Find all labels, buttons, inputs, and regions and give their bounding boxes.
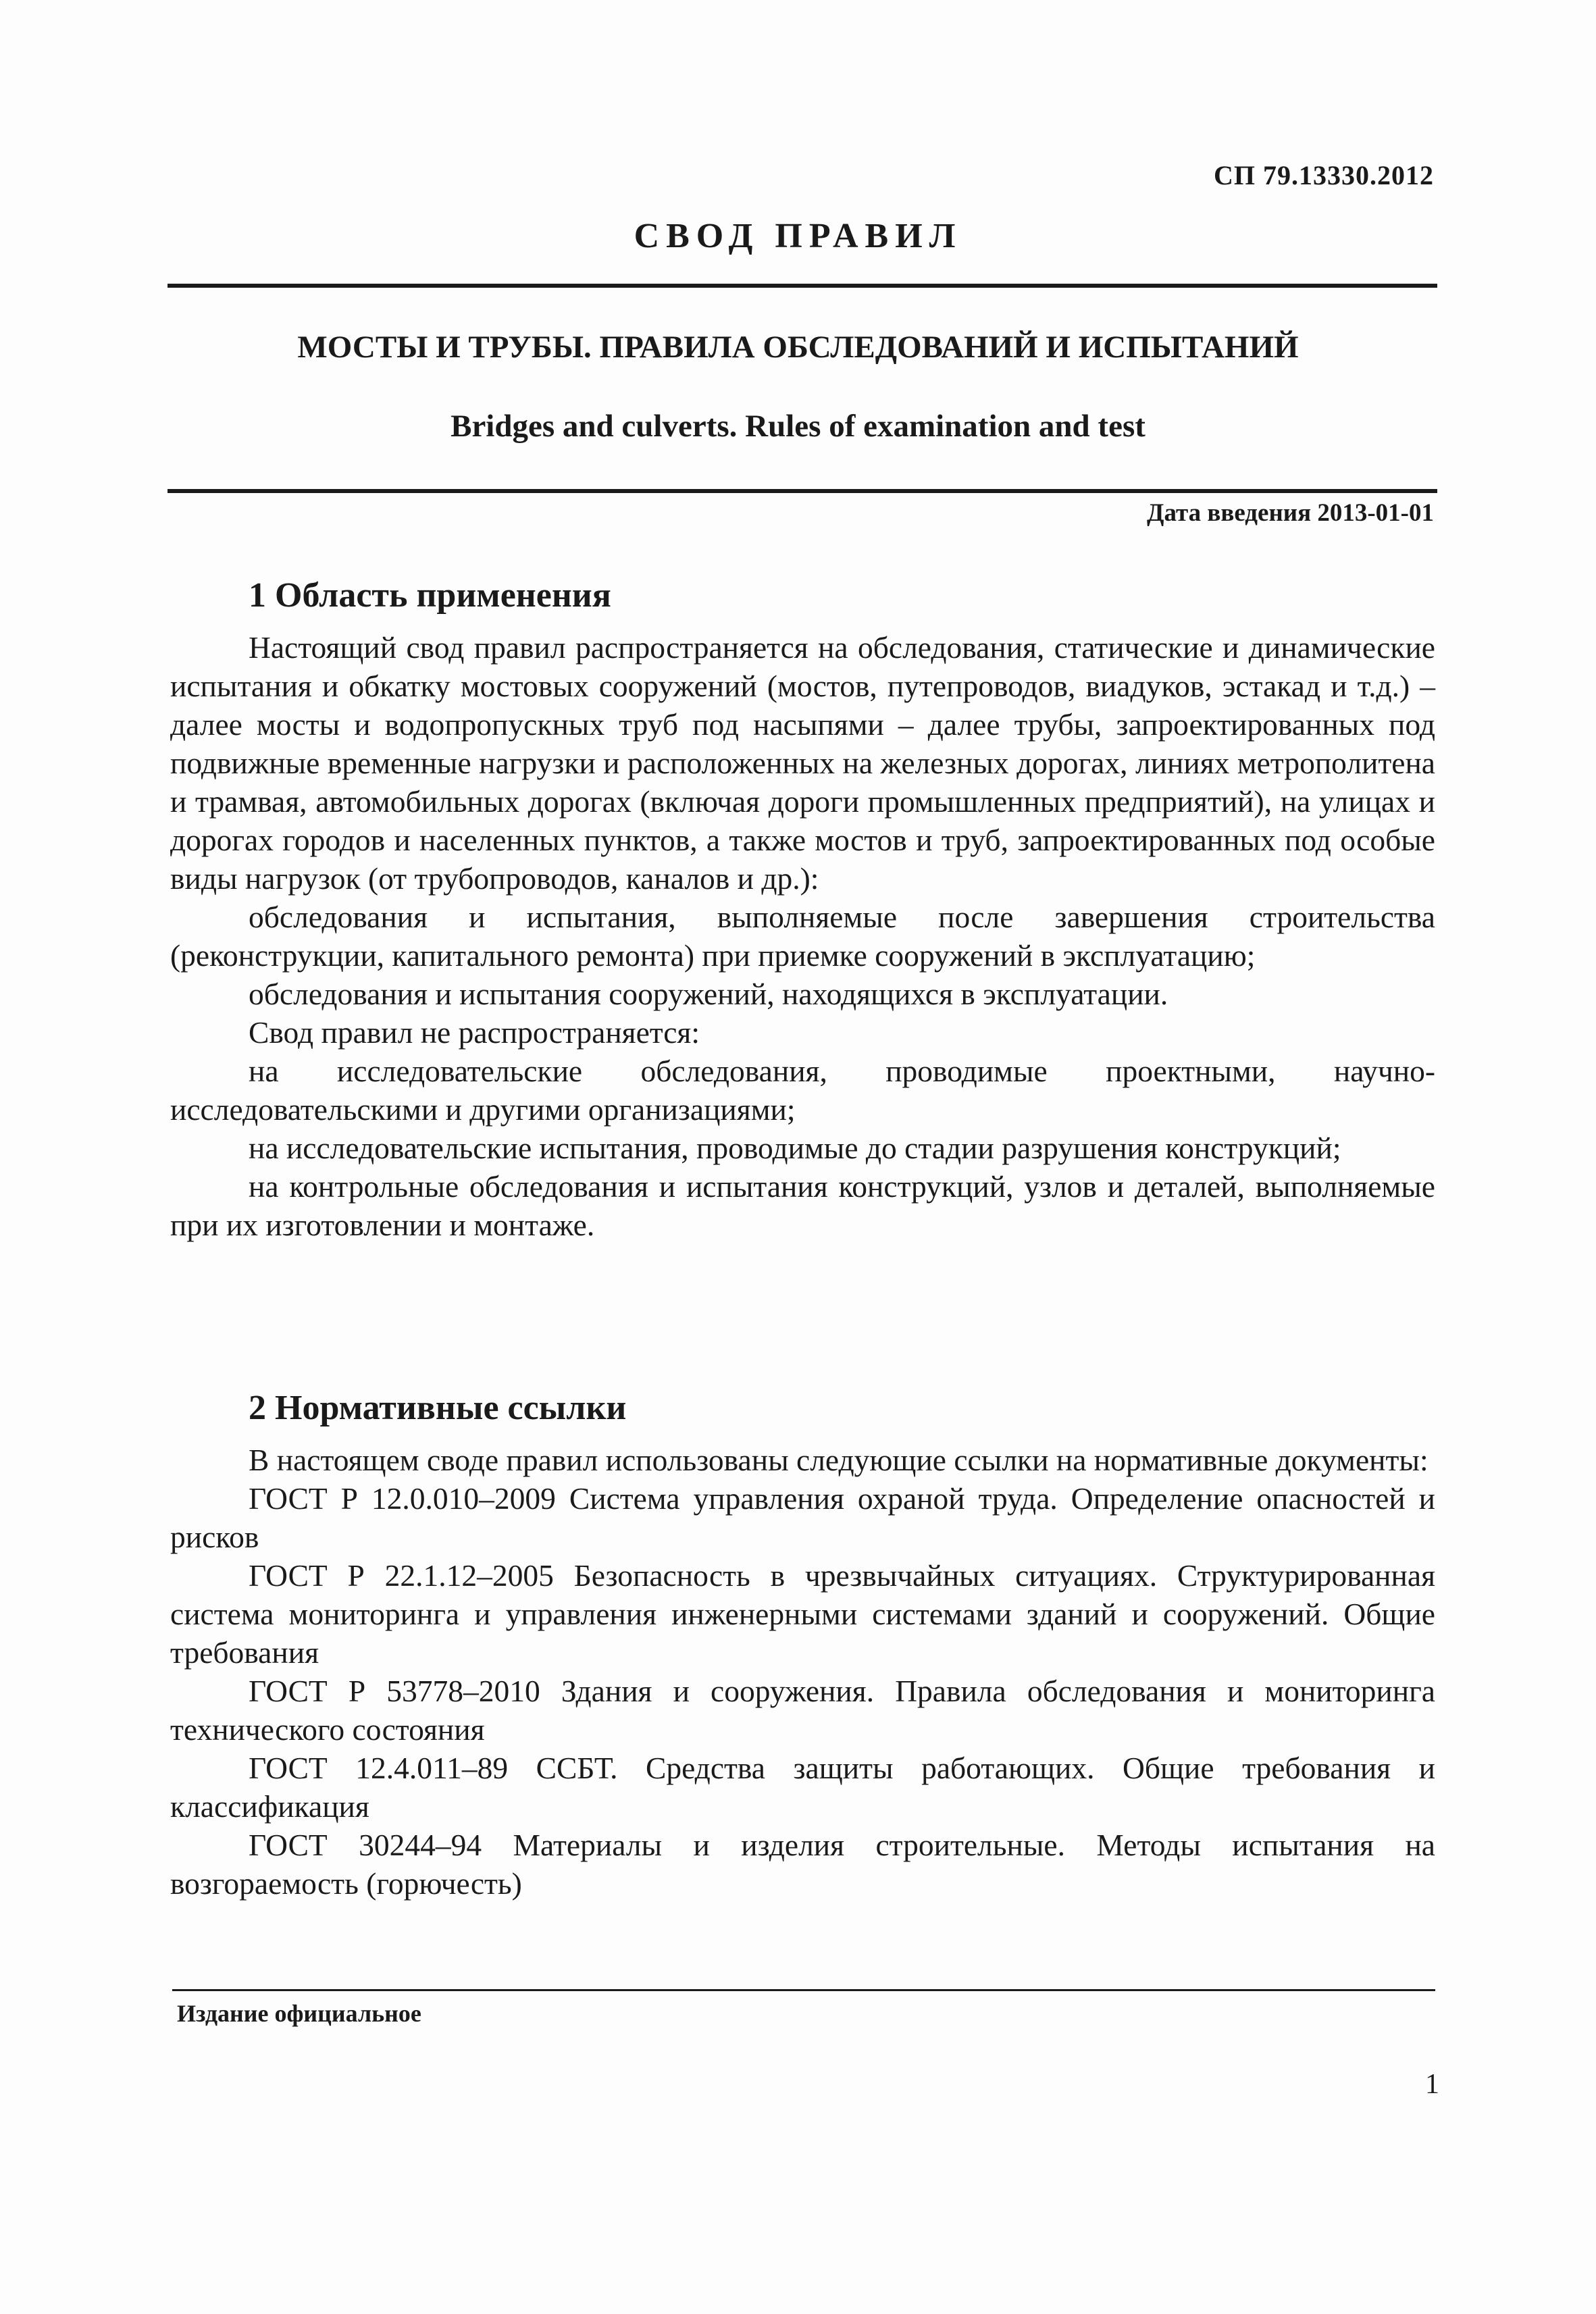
section-1-body xyxy=(170,628,1435,1244)
paragraph: на контрольные обследования и испытания конструкций, узлов и деталей, выполняемые при их изготовлении и монтаже. xyxy=(170,1169,1435,1242)
section-1-heading: 1 Область применения xyxy=(249,576,611,615)
reference-item: ГОСТ 12.4.011–89 ССБТ. Средства защиты работающих. Общие требования и классификация xyxy=(170,1751,1435,1824)
title-divider xyxy=(168,489,1437,493)
paragraph: обследования и испытания, выполняемые после завершения строительства (реконструкции, капитального ремонта) при приемке сооружений в эксплуатацию; xyxy=(170,900,1435,973)
paragraph: на исследовательские испытания, проводимые до стадии разрушения конструкций; xyxy=(249,1131,1341,1165)
document-code: СП 79.13330.2012 xyxy=(1214,160,1434,190)
section-2-heading: 2 Нормативные ссылки xyxy=(249,1389,627,1427)
reference-item: ГОСТ Р 53778–2010 Здания и сооружения. Правила обследования и мониторинга технического состояния xyxy=(170,1674,1435,1747)
edition-label: Издание официальное xyxy=(177,2000,421,2027)
paragraph: на исследовательские обследования, проводимые проектными, научно-исследовательскими и другими организациями; xyxy=(170,1054,1435,1127)
title-english: Bridges and culverts. Rules of examination and test xyxy=(451,409,1145,444)
top-divider xyxy=(168,284,1437,288)
reference-item: ГОСТ 30244–94 Материалы и изделия строительные. Методы испытания на возгораемость (горючесть) xyxy=(170,1828,1435,1901)
reference-item: ГОСТ Р 22.1.12–2005 Безопасность в чрезвычайных ситуациях. Структурированная система мониторинга и управления инженерными системами зданий и сооружений. Общие требования xyxy=(170,1558,1435,1670)
document-type-title: СВОД ПРАВИЛ xyxy=(634,217,962,255)
introduction-date: Дата введения 2013-01-01 xyxy=(1147,499,1434,527)
reference-item: ГОСТ Р 12.0.010–2009 Система управления охраной труда. Определение опасностей и рисков xyxy=(170,1481,1435,1554)
section-2-body xyxy=(170,1441,1435,1903)
paragraph: Настоящий свод правил распространяется на обследования, статические и динамические испытания и обкатку мостовых сооружений (мостов, путепроводов, виадуков, эстакад и т.д.) – далее мосты и водопропускных труб под насыпями – далее трубы, запроектированных под подвижные временные нагрузки и расположенных на железных дорогах, линиях метрополитена и трамвая, автомобильных дорогах (включая дороги промышленных предприятий), на улицах и дорогах городов и населенных пунктов, а также мостов и труб, запроектированных под особые виды нагрузок (от трубопроводов, каналов и др.): xyxy=(170,630,1435,896)
page-number: 1 xyxy=(1425,2069,1439,2100)
paragraph: Свод правил не распространяется: xyxy=(249,1015,700,1050)
paragraph: обследования и испытания сооружений, находящихся в эксплуатации. xyxy=(249,977,1168,1011)
footer-divider xyxy=(172,1989,1435,1991)
title-russian: МОСТЫ И ТРУБЫ. ПРАВИЛА ОБСЛЕДОВАНИЙ И ИСПЫТАНИЙ xyxy=(297,330,1299,365)
paragraph: В настоящем своде правил использованы следующие ссылки на нормативные документы: xyxy=(249,1443,1428,1477)
